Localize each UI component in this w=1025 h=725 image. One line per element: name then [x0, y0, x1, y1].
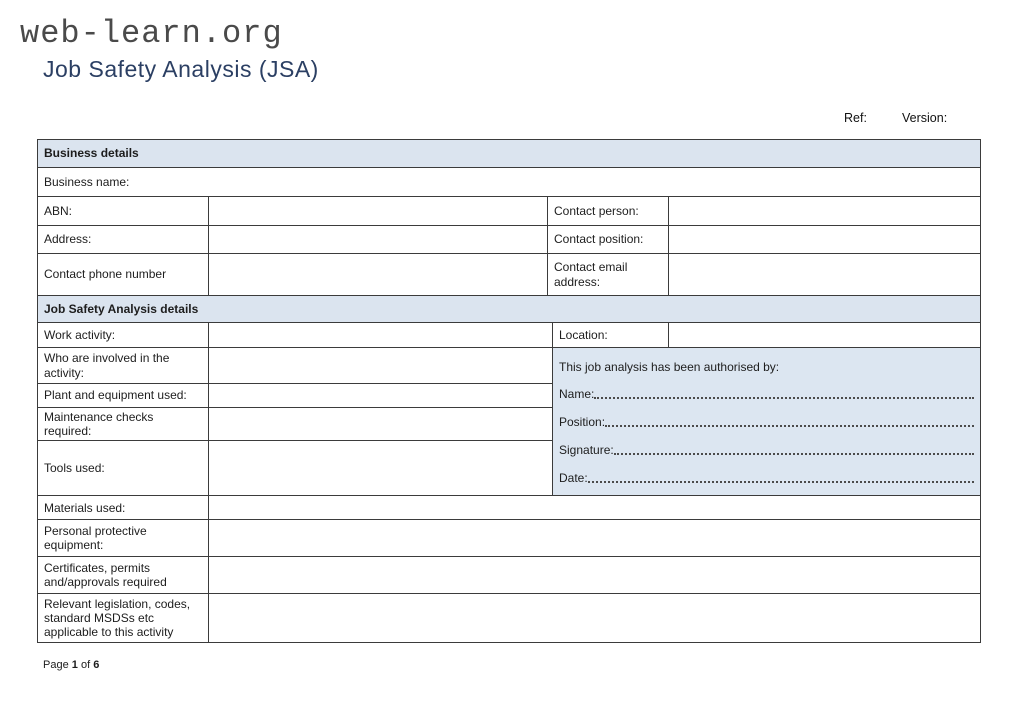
- jsa-details-table: [37, 295, 981, 643]
- materials-used-value: [209, 496, 981, 520]
- materials-used-label: Materials used:: [38, 496, 209, 520]
- contact-position-label: Contact position:: [548, 226, 669, 254]
- location-value: [669, 323, 981, 348]
- address-label: Address:: [38, 226, 209, 254]
- work-activity-value: [209, 323, 553, 348]
- jsa-section-header: Job Safety Analysis details: [38, 296, 981, 323]
- address-value: [209, 226, 548, 254]
- authorised-position-leader: [605, 425, 974, 427]
- authorised-heading: This job analysis has been authorised by:: [559, 359, 780, 374]
- page-footer-label: Page: [43, 659, 69, 671]
- contact-phone-label: Contact phone number: [38, 254, 209, 296]
- abn-value: [209, 197, 548, 226]
- contact-email-label: Contact email address:: [548, 254, 669, 296]
- maintenance-checks-value: [209, 408, 553, 441]
- contact-person-label: Contact person:: [548, 197, 669, 226]
- authorised-date-label: Date:: [559, 470, 588, 485]
- authorised-block: [553, 348, 981, 496]
- legislation-label: Relevant legislation, codes, standard MSDSs etc applicable to this activity: [38, 594, 209, 643]
- who-involved-label: Who are involved in the activity:: [38, 348, 209, 384]
- page-footer-of: of: [80, 659, 91, 671]
- ppe-label: Personal protective equipment:: [38, 520, 209, 557]
- contact-email-value: [669, 254, 981, 296]
- business-details-table: [37, 139, 981, 296]
- tools-used-value: [209, 441, 553, 496]
- authorised-date-line: [559, 471, 974, 486]
- ppe-value: [209, 520, 981, 557]
- contact-position-value: [669, 226, 981, 254]
- page-footer-number: 1: [71, 659, 78, 671]
- abn-label: ABN:: [38, 197, 209, 226]
- authorised-position-line: [559, 415, 974, 430]
- page-footer-total: 6: [93, 659, 100, 671]
- authorised-date-leader: [588, 481, 974, 483]
- authorised-name-leader: [594, 397, 974, 399]
- authorised-signature-label: Signature:: [559, 442, 614, 457]
- business-name-label: Business name:: [38, 168, 981, 197]
- who-involved-value: [209, 348, 553, 384]
- jsa-form: [37, 139, 980, 643]
- plant-equipment-label: Plant and equipment used:: [38, 384, 209, 408]
- contact-person-value: [669, 197, 981, 226]
- page-title: Job Safety Analysis (JSA): [43, 56, 319, 82]
- authorised-signature-leader: [614, 453, 974, 455]
- authorised-position-label: Position:: [559, 414, 606, 429]
- site-logo: web-learn.org: [20, 15, 283, 52]
- work-activity-label: Work activity:: [38, 323, 209, 348]
- page-footer: [43, 659, 99, 671]
- location-label: Location:: [553, 323, 669, 348]
- business-section-header: Business details: [38, 140, 981, 168]
- contact-phone-value: [209, 254, 548, 296]
- authorised-name-line: [559, 387, 974, 402]
- certificates-value: [209, 557, 981, 594]
- maintenance-checks-label: Maintenance checks required:: [38, 408, 209, 441]
- version-label: Version:: [902, 111, 948, 125]
- ref-label: Ref:: [844, 111, 867, 125]
- legislation-value: [209, 594, 981, 643]
- plant-equipment-value: [209, 384, 553, 408]
- certificates-label: Certificates, permits and/approvals required: [38, 557, 209, 594]
- authorised-name-label: Name:: [559, 386, 595, 401]
- authorised-signature-line: [559, 443, 974, 458]
- tools-used-label: Tools used:: [38, 441, 209, 496]
